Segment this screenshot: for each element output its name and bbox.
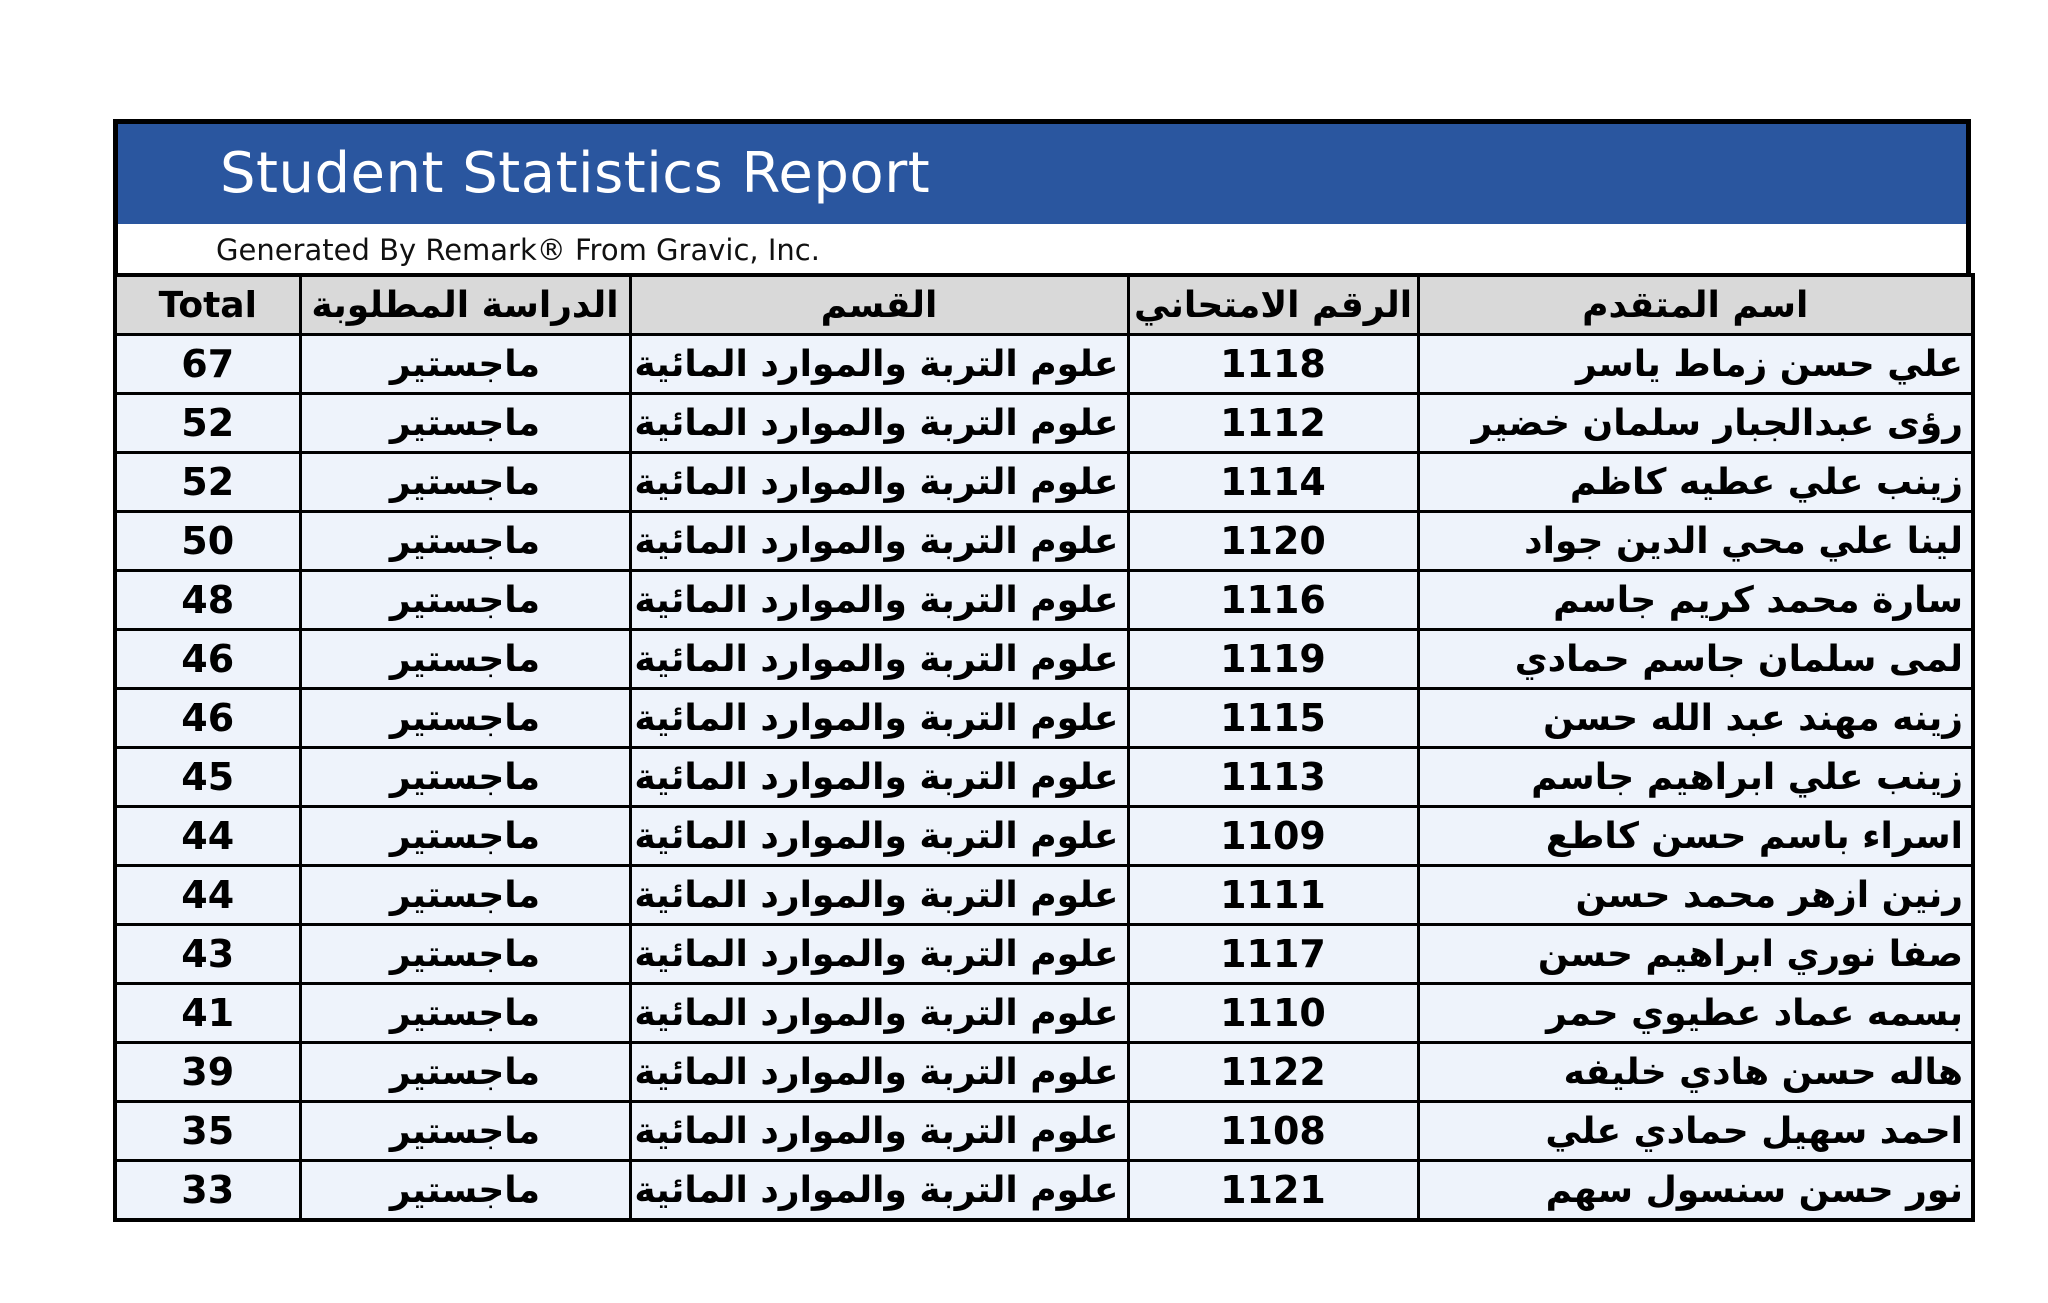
- cell-study: ماجستير: [300, 689, 630, 748]
- cell-study: ماجستير: [300, 571, 630, 630]
- cell-department: علوم التربة والموارد المائية: [630, 748, 1128, 807]
- cell-exam-number: 1113: [1128, 748, 1418, 807]
- cell-total: 33: [115, 1161, 300, 1221]
- cell-total: 46: [115, 689, 300, 748]
- header-study: الدراسة المطلوبة: [300, 275, 630, 335]
- cell-department: علوم التربة والموارد المائية: [630, 453, 1128, 512]
- cell-total: 45: [115, 748, 300, 807]
- cell-department: علوم التربة والموارد المائية: [630, 571, 1128, 630]
- title-bar: [118, 124, 1966, 224]
- cell-department: علوم التربة والموارد المائية: [630, 1102, 1128, 1161]
- cell-total: 48: [115, 571, 300, 630]
- table-row: [115, 984, 1973, 1043]
- cell-department: علوم التربة والموارد المائية: [630, 866, 1128, 925]
- table-row: [115, 1102, 1973, 1161]
- cell-exam-number: 1112: [1128, 394, 1418, 453]
- cell-name: سارة محمد كريم جاسم: [1418, 571, 1973, 630]
- cell-study: ماجستير: [300, 984, 630, 1043]
- cell-exam-number: 1116: [1128, 571, 1418, 630]
- cell-name: لينا علي محي الدين جواد: [1418, 512, 1973, 571]
- table-row: [115, 807, 1973, 866]
- cell-study: ماجستير: [300, 925, 630, 984]
- cell-name: زينب علي عطيه كاظم: [1418, 453, 1973, 512]
- cell-exam-number: 1118: [1128, 335, 1418, 394]
- cell-department: علوم التربة والموارد المائية: [630, 1161, 1128, 1221]
- table-row: [115, 748, 1973, 807]
- cell-study: ماجستير: [300, 1161, 630, 1221]
- header-exam-number: الرقم الامتحاني: [1128, 275, 1418, 335]
- cell-study: ماجستير: [300, 748, 630, 807]
- cell-total: 52: [115, 453, 300, 512]
- table-row: [115, 630, 1973, 689]
- cell-total: 39: [115, 1043, 300, 1102]
- cell-department: علوم التربة والموارد المائية: [630, 512, 1128, 571]
- cell-study: ماجستير: [300, 394, 630, 453]
- cell-name: رنين ازهر محمد حسن: [1418, 866, 1973, 925]
- cell-department: علوم التربة والموارد المائية: [630, 807, 1128, 866]
- cell-study: ماجستير: [300, 630, 630, 689]
- cell-total: 67: [115, 335, 300, 394]
- report-title: Student Statistics Report: [220, 141, 931, 206]
- table-row: [115, 571, 1973, 630]
- cell-name: اسراء باسم حسن كاطع: [1418, 807, 1973, 866]
- cell-name: احمد سهيل حمادي علي: [1418, 1102, 1973, 1161]
- header-department: القسم: [630, 275, 1128, 335]
- cell-study: ماجستير: [300, 335, 630, 394]
- cell-name: زينب علي ابراهيم جاسم: [1418, 748, 1973, 807]
- cell-name: هاله حسن هادي خليفه: [1418, 1043, 1973, 1102]
- cell-department: علوم التربة والموارد المائية: [630, 689, 1128, 748]
- cell-exam-number: 1117: [1128, 925, 1418, 984]
- cell-total: 52: [115, 394, 300, 453]
- table-row: [115, 394, 1973, 453]
- cell-name: زينه مهند عبد الله حسن: [1418, 689, 1973, 748]
- cell-total: 35: [115, 1102, 300, 1161]
- table-body: [115, 335, 1973, 1221]
- table-header-row: [115, 275, 1973, 335]
- cell-exam-number: 1111: [1128, 866, 1418, 925]
- cell-name: لمى سلمان جاسم حمادي: [1418, 630, 1973, 689]
- table-row: [115, 453, 1973, 512]
- cell-exam-number: 1114: [1128, 453, 1418, 512]
- statistics-table: [113, 273, 1975, 1222]
- cell-total: 41: [115, 984, 300, 1043]
- cell-study: ماجستير: [300, 866, 630, 925]
- cell-total: 46: [115, 630, 300, 689]
- cell-exam-number: 1119: [1128, 630, 1418, 689]
- table-row: [115, 335, 1973, 394]
- cell-study: ماجستير: [300, 1102, 630, 1161]
- cell-total: 43: [115, 925, 300, 984]
- cell-total: 50: [115, 512, 300, 571]
- cell-total: 44: [115, 866, 300, 925]
- cell-name: علي حسن زماط ياسر: [1418, 335, 1973, 394]
- cell-exam-number: 1109: [1128, 807, 1418, 866]
- cell-name: نور حسن سنسول سهم: [1418, 1161, 1973, 1221]
- cell-study: ماجستير: [300, 807, 630, 866]
- cell-study: ماجستير: [300, 1043, 630, 1102]
- header-total: Total: [115, 275, 300, 335]
- cell-exam-number: 1108: [1128, 1102, 1418, 1161]
- cell-department: علوم التربة والموارد المائية: [630, 925, 1128, 984]
- cell-department: علوم التربة والموارد المائية: [630, 630, 1128, 689]
- cell-exam-number: 1110: [1128, 984, 1418, 1043]
- table-row: [115, 1161, 1973, 1221]
- table-row: [115, 512, 1973, 571]
- cell-study: ماجستير: [300, 512, 630, 571]
- cell-total: 44: [115, 807, 300, 866]
- cell-study: ماجستير: [300, 453, 630, 512]
- report: [113, 119, 1971, 1222]
- table-row: [115, 866, 1973, 925]
- cell-department: علوم التربة والموارد المائية: [630, 1043, 1128, 1102]
- cell-exam-number: 1115: [1128, 689, 1418, 748]
- cell-name: رؤى عبدالجبار سلمان خضير: [1418, 394, 1973, 453]
- report-header: [113, 119, 1971, 273]
- cell-exam-number: 1122: [1128, 1043, 1418, 1102]
- header-name: اسم المتقدم: [1418, 275, 1973, 335]
- table-row: [115, 1043, 1973, 1102]
- cell-name: بسمه عماد عطيوي حمر: [1418, 984, 1973, 1043]
- table-row: [115, 689, 1973, 748]
- cell-department: علوم التربة والموارد المائية: [630, 394, 1128, 453]
- table-row: [115, 925, 1973, 984]
- cell-exam-number: 1121: [1128, 1161, 1418, 1221]
- cell-name: صفا نوري ابراهيم حسن: [1418, 925, 1973, 984]
- report-subtitle: Generated By Remark® From Gravic, Inc.: [216, 233, 820, 267]
- cell-department: علوم التربة والموارد المائية: [630, 984, 1128, 1043]
- cell-exam-number: 1120: [1128, 512, 1418, 571]
- cell-department: علوم التربة والموارد المائية: [630, 335, 1128, 394]
